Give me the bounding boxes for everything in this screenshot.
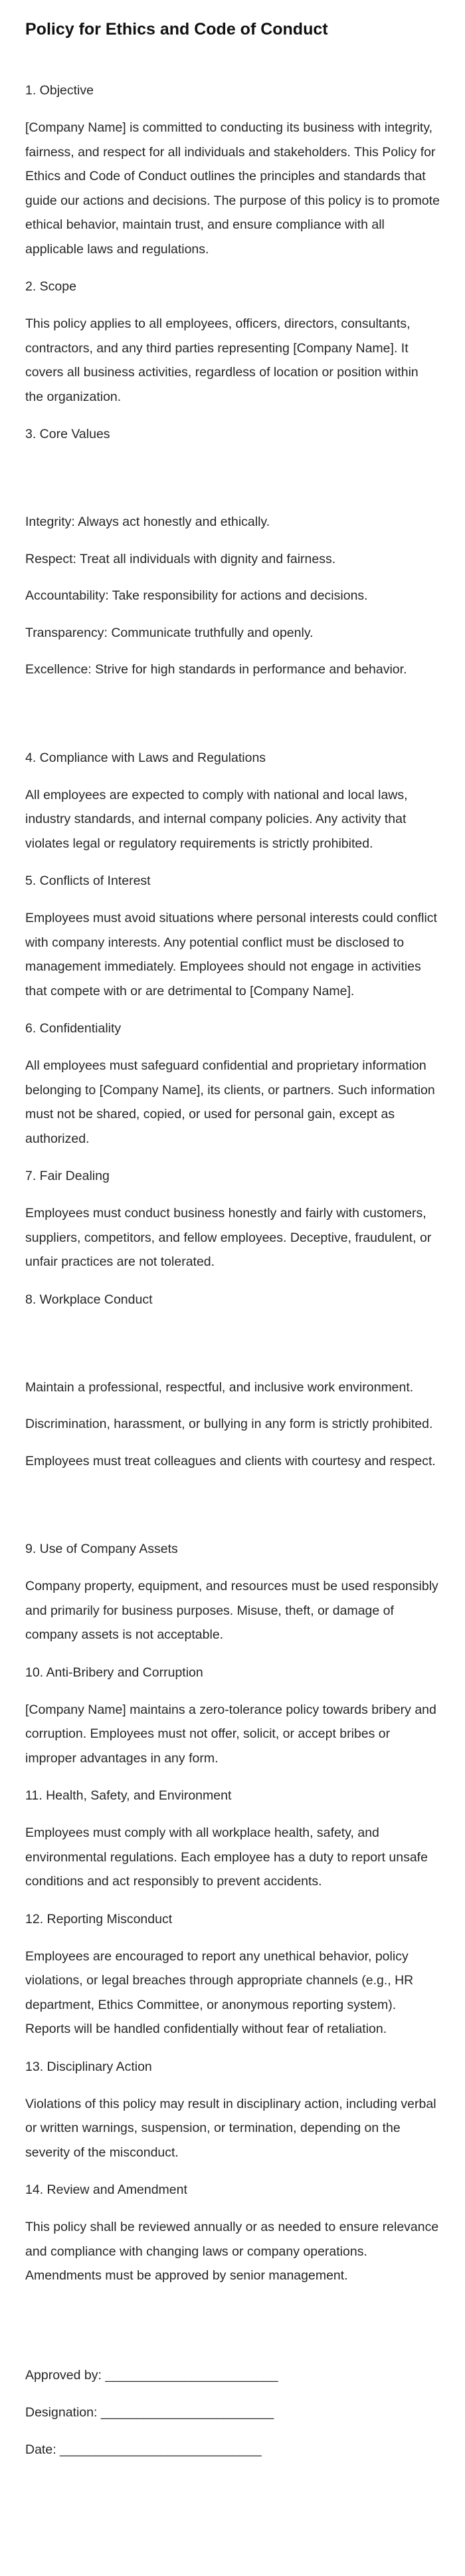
section-heading: 11. Health, Safety, and Environment (25, 1788, 232, 1803)
list-item: Maintain a professional, respectful, and inclusive work environment. (25, 1379, 414, 1395)
list-item: Integrity: Always act honestly and ethically. (25, 515, 270, 529)
section-workplace-conduct (25, 1290, 440, 1540)
section-heading: 10. Anti-Bribery and Corruption (25, 1665, 203, 1680)
section-health-safety (25, 1786, 440, 1894)
list-item: Employees must treat colleagues and clients with courtesy and respect. (25, 1453, 436, 1468)
list-item: Discrimination, harassment, or bullying in any form is strictly prohibited. (25, 1417, 433, 1431)
section-heading: 1. Objective (25, 83, 94, 98)
section-heading: 7. Fair Dealing (25, 1169, 110, 1183)
section-heading: 9. Use of Company Assets (25, 1542, 178, 1556)
section-text: Employees must avoid situations where personal interests could conflict with company interests. Any potential conflict must be disclosed to management immediately. Employees should not engage in activities that compete with or are detrimental to [Company Name]. (25, 911, 437, 998)
section-conflicts (25, 872, 440, 1003)
section-heading: 3. Core Values (25, 427, 110, 441)
section-heading: 4. Compliance with Laws and Regulations (25, 750, 266, 765)
list-item: Transparency: Communicate truthfully and openly. (25, 625, 314, 640)
section-text: All employees are expected to comply with national and local laws, industry standards, and internal company policies. Any activity that violates legal or regulatory requirements is strictly prohibited. (25, 787, 408, 851)
core-values-list (25, 443, 440, 749)
section-text: Employees must conduct business honestly and fairly with customers, suppliers, competitors, and fellow employees. Deceptive, fraudulent, or unfair practices are not tolerated. (25, 1206, 432, 1269)
section-heading: 2. Scope (25, 279, 76, 294)
section-text: [Company Name] maintains a zero-tolerance policy towards bribery and corruption. Employees must not offer, solicit, or accept bribes or improper advantages in any form. (25, 1702, 436, 1766)
section-review (25, 2180, 440, 2288)
section-heading: 14. Review and Amendment (25, 2182, 187, 2197)
section-core-values (25, 425, 440, 749)
section-confidentiality (25, 1019, 440, 1151)
section-text: This policy shall be reviewed annually or as needed to ensure relevance and compliance with changing laws or company operations. Amendments must be approved by senior management. (25, 2220, 439, 2283)
section-text: Company property, equipment, and resources must be used responsibly and primarily for business purposes. Misuse, theft, or damage of company assets is not acceptable. (25, 1579, 438, 1642)
section-disciplinary (25, 2057, 440, 2165)
section-fair-dealing (25, 1167, 440, 1274)
section-text: [Company Name] is committed to conducting its business with integrity, fairness, and respect for all individuals and stakeholders. This Policy for Ethics and Code of Conduct outlines the principles and standards that guide our actions and decisions. The purpose of this policy is to promote ethical behavior, maintain trust, and ensure compliance with all applicable laws and regulations. (25, 120, 440, 257)
section-text: Employees must comply with all workplace health, safety, and environmental regulations. Each employee has a duty to report unsafe conditions and act responsibly to prevent accidents. (25, 1825, 428, 1889)
document-title: Policy for Ethics and Code of Conduct (25, 20, 328, 39)
workplace-conduct-list (25, 1309, 440, 1540)
section-text: Violations of this policy may result in disciplinary action, including verbal or written warnings, suspension, or termination, depending on the severity of the misconduct. (25, 2096, 436, 2160)
designation-line: Designation: ________________________ (25, 2404, 274, 2420)
section-heading: 6. Confidentiality (25, 1021, 122, 1036)
approved-by-line: Approved by: ________________________ (25, 2367, 278, 2383)
signature-block (25, 2304, 440, 2461)
list-item: Excellence: Strive for high standards in performance and behavior. (25, 662, 407, 677)
section-company-assets (25, 1540, 440, 1647)
section-text: Employees are encouraged to report any unethical behavior, policy violations, or legal breaches through appropriate channels (e.g., HR department, Ethics Committee, or anonymous reporting system). Reports will be handled confidentially without fear of retaliation. (25, 1948, 414, 2036)
section-compliance (25, 749, 440, 856)
list-item: Respect: Treat all individuals with dignity and fairness. (25, 551, 336, 566)
date-line: Date: ____________________________ (25, 2442, 262, 2457)
section-heading: 13. Disciplinary Action (25, 2059, 152, 2074)
section-heading: 8. Workplace Conduct (25, 1292, 153, 1307)
section-objective (25, 81, 440, 261)
section-text: All employees must safeguard confidential and proprietary information belonging to [Company Name], its clients, or partners. Such information must not be shared, copied, or used for personal gain, except as authorized. (25, 1058, 435, 1146)
section-heading: 12. Reporting Misconduct (25, 1911, 173, 1927)
section-reporting (25, 1910, 440, 2042)
section-text: This policy applies to all employees, officers, directors, consultants, contractors, and any third parties representing [Company Name]. It covers all business activities, regardless of location or position within the organization. (25, 316, 418, 404)
section-heading: 5. Conflicts of Interest (25, 874, 151, 888)
section-anti-bribery (25, 1663, 440, 1771)
list-item: Accountability: Take responsibility for actions and decisions. (25, 588, 368, 603)
section-scope (25, 277, 440, 409)
